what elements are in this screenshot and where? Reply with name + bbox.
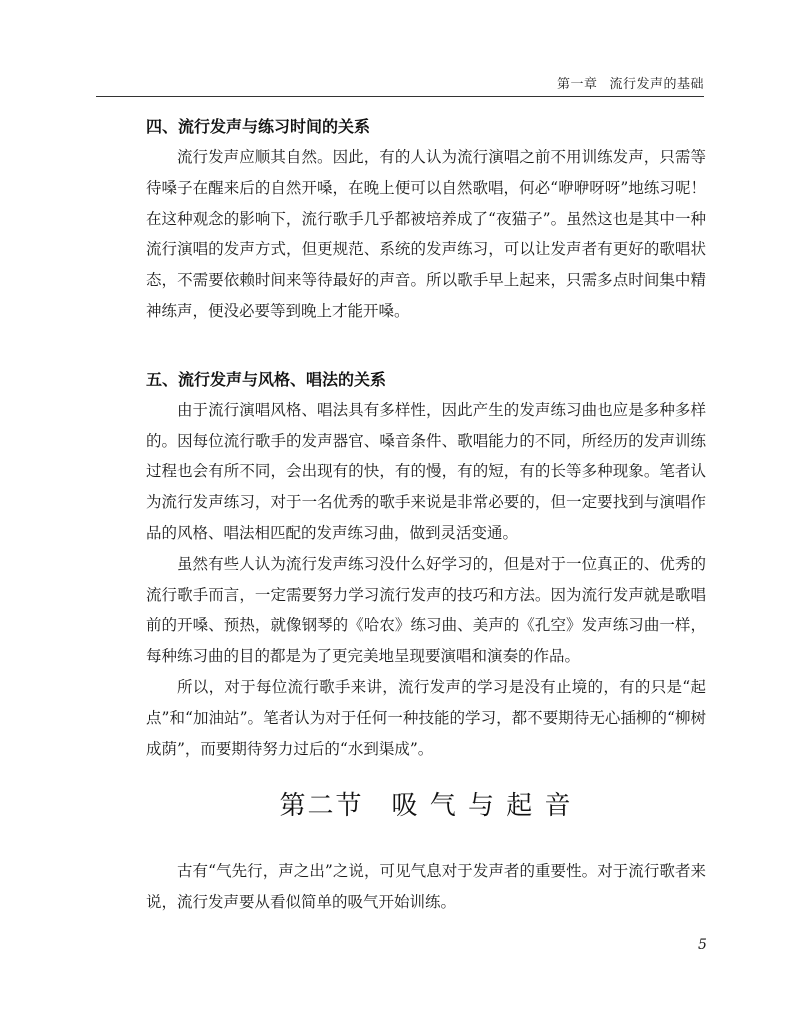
paragraph: 由于流行演唱风格、唱法具有多样性，因此产生的发声练习曲也应是多种多样的。因每位流行歌手的发声器官、嗓音条件、歌唱能力的不同，所经历的发声训练过程也会有所不同，会出现有的快，有的慢，有的短，有的长等多种现象。笔者认为流行发声练习，对于一名优秀的歌手来说是非常必要的，但一定要找到与演唱作品的风格、唱法相匹配的发声练习曲，做到灵活变通。: [146, 400, 706, 542]
running-header: [557, 73, 704, 92]
chapter-title: 流行发声的基础: [609, 77, 704, 92]
subsection-heading-4: 四、流行发声与练习时间的关系: [146, 117, 371, 136]
header-rule: [96, 96, 704, 97]
section-title: 第二节 吸 气 与 起 音: [279, 791, 573, 822]
paragraph: 所以，对于每位流行歌手来讲，流行发声的学习是没有止境的，有的只是“起点”和“加油站”。笔者认为对于任何一种技能的学习，都不要期待无心插柳的“柳树成荫”，而要期待努力过后的“水到渠成”。: [146, 677, 706, 758]
paragraph: 虽然有些人认为流行发声练习没什么好学习的，但是对于一位真正的、优秀的流行歌手而言，一定需要努力学习流行发声的技巧和方法。因为流行发声就是歌唱前的开嗓、预热，就像钢琴的《哈农》练习曲、美声的《孔空》发声练习曲一样，每种练习曲的目的都是为了更完美地呈现要演唱和演奏的作品。: [146, 554, 706, 666]
page-body: [146, 112, 706, 918]
subsection-heading-5: 五、流行发声与风格、唱法的关系: [146, 369, 387, 389]
page-number: 5: [698, 937, 707, 953]
paragraph: 古有“气先行，声之出”之说，可见气息对于发声者的重要性。对于流行歌者来说，流行发声要从看似简单的吸气开始训练。: [146, 862, 706, 912]
chapter-number: 第一章: [556, 77, 598, 92]
paragraph: 流行发声应顺其自然。因此，有的人认为流行演唱之前不用训练发声，只需等待嗓子在醒来后的自然开嗓，在晚上便可以自然歌唱，何必“咿咿呀呀”地练习呢！在这种观念的影响下，流行歌手几乎都被培养成了“夜猫子”。虽然这也是其中一种流行演唱的发声方式，但更规范、系统的发声练习，可以让发声者有更好的歌唱状态，不需要依赖时间来等待最好的声音。所以歌手早上起来，只需多点时间集中精神练声，便没必要等到晚上才能开嗓。: [146, 148, 706, 320]
